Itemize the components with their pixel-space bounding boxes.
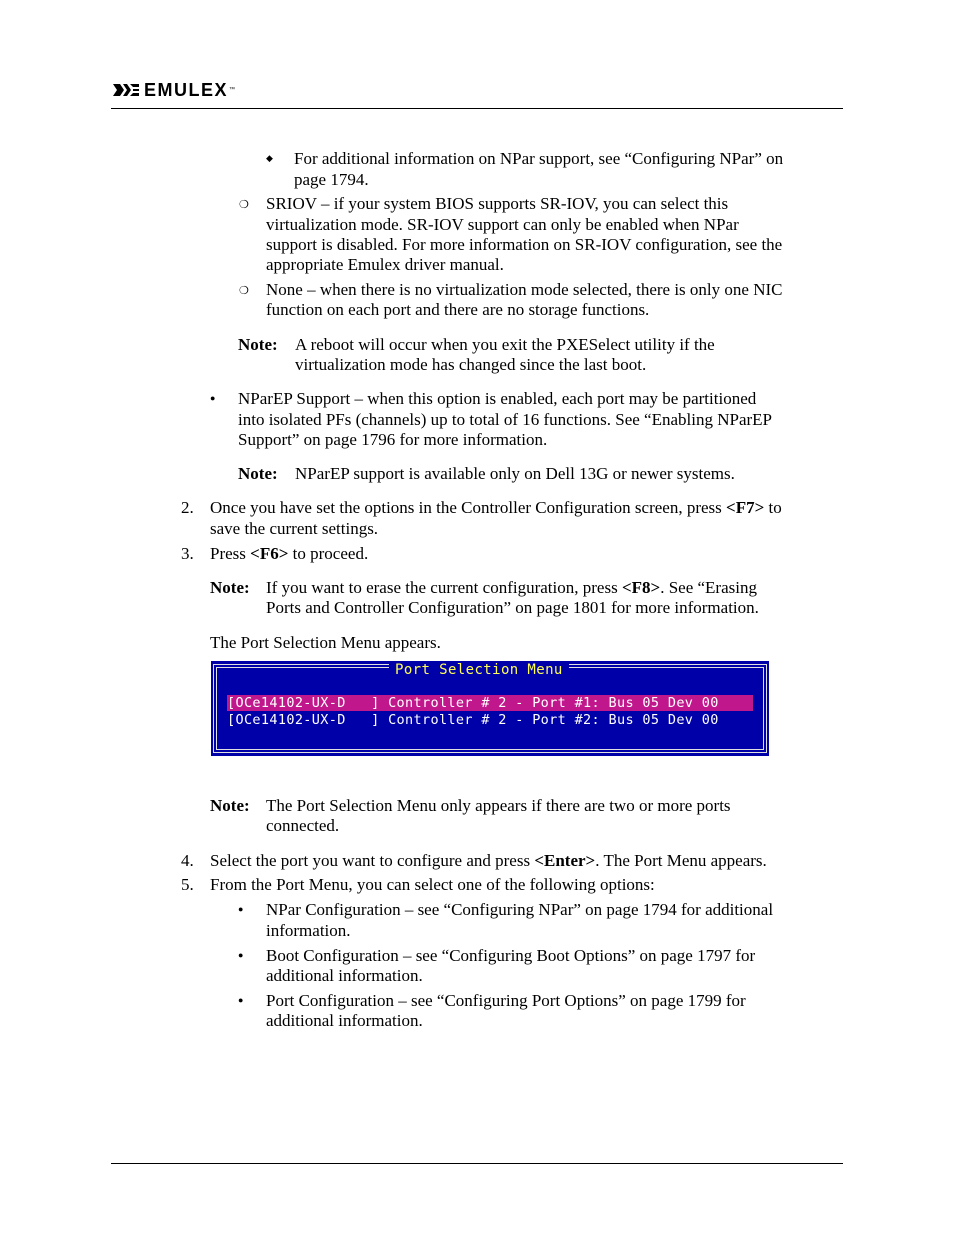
nparep-line3: Support” on page 1796 for more information. xyxy=(238,430,548,449)
note-erase-line1: If you want to erase the current configuration, press <F8>. See “Erasing xyxy=(266,578,757,597)
logo-text: EMULEX xyxy=(144,79,229,100)
step-5-line: From the Port Menu, you can select one of the following options: xyxy=(210,875,655,894)
note-erase-line2: Ports and Controller Configuration” on page 1801 for more information. xyxy=(266,598,759,617)
logo-trademark: ™ xyxy=(229,87,236,93)
step-4-number: 4. xyxy=(181,851,194,870)
port-selection-menu-screenshot xyxy=(211,661,769,756)
option-boot-line2: additional information. xyxy=(266,966,423,985)
option-npar-line1: NPar Configuration – see “Configuring NPar” on page 1794 for additional xyxy=(266,900,774,919)
bios-menu-title: Port Selection Menu xyxy=(389,661,569,679)
dot-bullet-icon: ● xyxy=(238,995,244,1005)
nparep-line2: into isolated PFs (channels) up to total of 16 functions. See “Enabling NParEP xyxy=(238,410,773,429)
step-5-number: 5. xyxy=(181,875,194,894)
dot-bullet-icon: ● xyxy=(238,904,244,914)
sriov-line4: appropriate Emulex driver manual. xyxy=(266,255,504,274)
dot-bullet-icon: ● xyxy=(238,950,244,960)
step-3-line: Press <F6> to proceed. xyxy=(210,544,369,563)
bios-port-row[interactable]: [OCe14102-UX-D ] Controller # 2 - Port #2: Bus 05 Dev 00 xyxy=(227,712,719,728)
note-reboot-line2: virtualization mode has changed since the last boot. xyxy=(295,355,647,374)
option-npar-line2: information. xyxy=(266,921,351,940)
option-port-line2: additional information. xyxy=(266,1011,423,1030)
emulex-logo-icon xyxy=(112,82,140,98)
step-3-number: 3. xyxy=(181,544,194,563)
npar-info-line1: For additional information on NPar support, see “Configuring NPar” on xyxy=(294,149,784,168)
header-rule xyxy=(111,108,843,109)
ring-bullet-icon: ❍ xyxy=(239,199,249,211)
note-nparep: NParEP support is available only on Dell 13G or newer systems. xyxy=(295,464,735,483)
step-2-line2: save the current settings. xyxy=(210,519,379,538)
none-line1: None – when there is no virtualization mode selected, there is only one NIC xyxy=(266,280,783,299)
option-boot-line1: Boot Configuration – see “Configuring Boot Options” on page 1797 for xyxy=(266,946,756,965)
emulex-logo xyxy=(112,80,235,100)
footer-rule xyxy=(111,1163,843,1164)
step-2-line1: Once you have set the options in the Controller Configuration screen, press <F7> to xyxy=(210,498,782,517)
diamond-bullet-icon: ◆ xyxy=(266,153,273,163)
note-label: Note: xyxy=(210,578,250,597)
port-menu-intro: The Port Selection Menu appears. xyxy=(210,633,441,652)
note-port-menu-line2: connected. xyxy=(266,816,340,835)
note-port-menu-line1: The Port Selection Menu only appears if there are two or more ports xyxy=(266,796,731,815)
step-2-number: 2. xyxy=(181,498,194,517)
sriov-line1: SRIOV – if your system BIOS supports SR-IOV, you can select this xyxy=(266,194,729,213)
nparep-line1: NParEP Support – when this option is enabled, each port may be partitioned xyxy=(238,389,757,408)
none-line2: function on each port and there are no storage functions. xyxy=(266,300,650,319)
bios-port-row-selected[interactable]: [OCe14102-UX-D ] Controller # 2 - Port #1: Bus 05 Dev 00 xyxy=(227,695,753,711)
note-label: Note: xyxy=(238,335,278,354)
note-reboot-line1: A reboot will occur when you exit the PXESelect utility if the xyxy=(295,335,715,354)
npar-info-line2: page 1794. xyxy=(294,170,369,189)
note-label: Note: xyxy=(238,464,278,483)
sriov-line2: virtualization mode. SR-IOV support can only be enabled when NPar xyxy=(266,215,739,234)
option-port-line1: Port Configuration – see “Configuring Port Options” on page 1799 for xyxy=(266,991,746,1010)
ring-bullet-icon: ❍ xyxy=(239,285,249,297)
note-label: Note: xyxy=(210,796,250,815)
dot-bullet-icon: ● xyxy=(210,393,216,403)
step-4-line: Select the port you want to configure and press <Enter>. The Port Menu appears. xyxy=(210,851,767,870)
sriov-line3: support is disabled. For more information on SR-IOV configuration, see the xyxy=(266,235,783,254)
